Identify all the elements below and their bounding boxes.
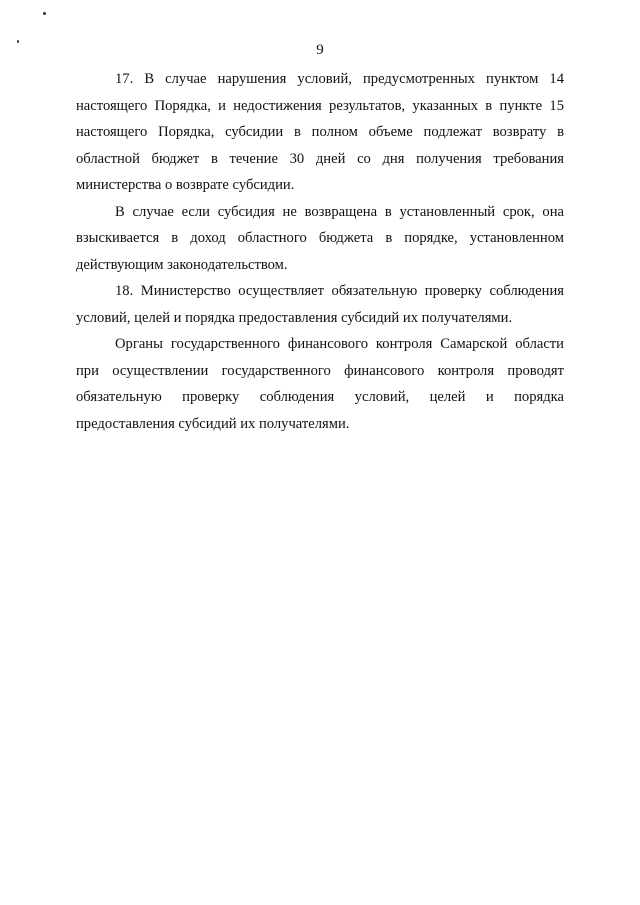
paragraph-17: 17. В случае нарушения условий, предусмотренных пунктом 14 настоящего Порядка, и недостижения результатов, указанных в пункте 15 настоящего Порядка, субсидии в полном объеме подлежат возврату в областной бюджет в течение 30 дней со дня получения требования министерства о возврате субсидии.: [76, 71, 564, 193]
scan-artifact: [43, 12, 46, 15]
paragraph-financial-control: Органы государственного финансового контроля Самарской области при осуществлении государственного финансового контроля проводят обязательную проверку соблюдения условий, целей и порядка предоставления субсидий их получателями.: [76, 336, 564, 432]
paragraph-refund-enforcement: В случае если субсидия не возвращена в установленный срок, она взыскивается в доход областного бюджета в порядке, установленном действующим законодательством.: [76, 203, 564, 273]
paragraph-18: 18. Министерство осуществляет обязательную проверку соблюдения условий, целей и порядка предоставления субсидий их получателями.: [76, 283, 564, 326]
page-number: 9: [316, 42, 324, 58]
document-body: [76, 66, 564, 437]
